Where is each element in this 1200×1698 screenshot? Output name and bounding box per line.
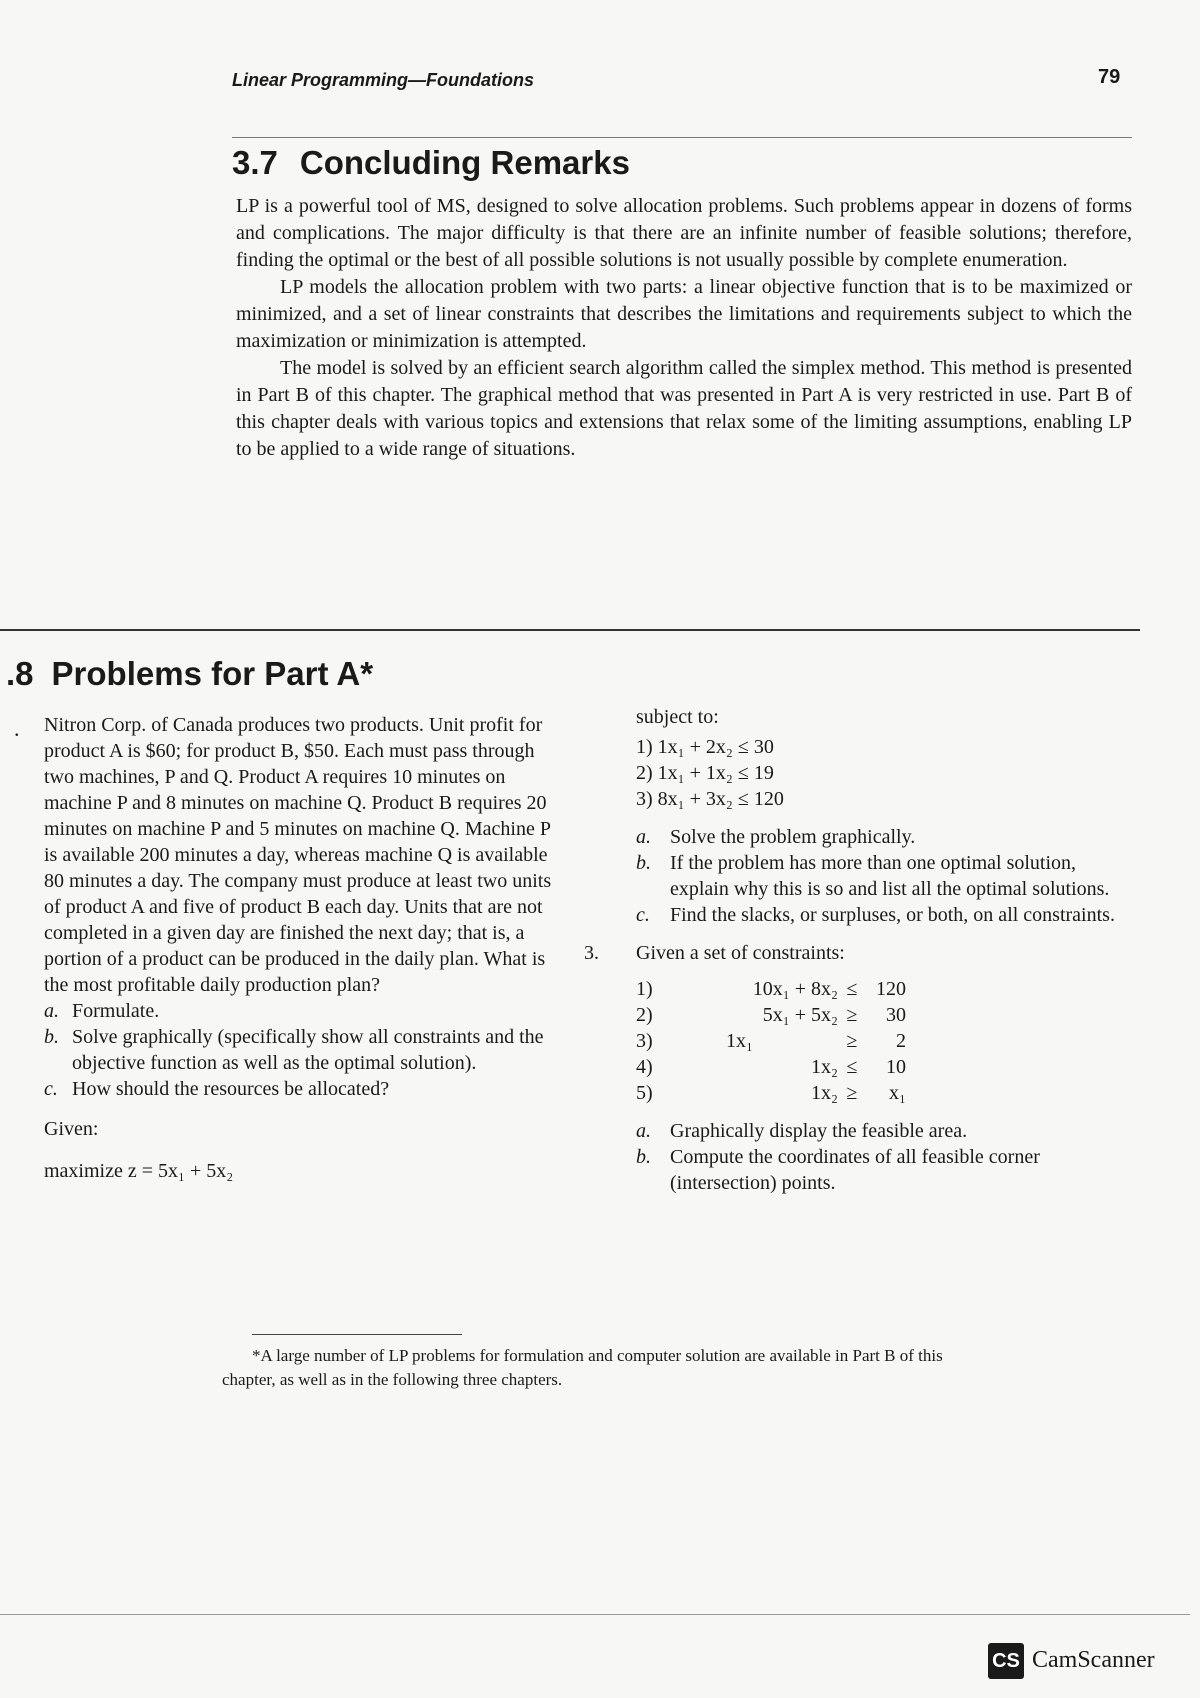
problem-2-objective: maximize z = 5x₁ + 5x₂ — [44, 1160, 234, 1182]
concluding-remarks-body — [236, 193, 1132, 463]
problem-3-number: 3. — [584, 942, 599, 964]
bottom-rule — [0, 1614, 1190, 1615]
constraint-row: 1) 10x₁ + 8x₂ ≤ 120 — [636, 978, 906, 1000]
section-number: 3.7 — [232, 144, 278, 181]
section-title: Problems for Part A* — [51, 655, 374, 692]
problem-1-part-c: c. How should the resources be allocated? — [44, 1078, 390, 1100]
section-number: .8 — [6, 655, 34, 692]
page-number: 79 — [1098, 66, 1121, 88]
problem-2-parts — [636, 824, 1136, 928]
problem-3-intro: 3. Given a set of constraints: — [584, 942, 845, 964]
section-divider — [0, 629, 1140, 631]
problem-2-given: Given: — [44, 1118, 99, 1140]
problem-1-part-b: b. Solve graphically (specifically show all constraints and the objective function as well as the optimal solution). — [44, 1026, 544, 1074]
problem-2-part-b: b. If the problem has more than one optimal solution, explain why this is so and list all the optimal solutions. — [636, 852, 1110, 900]
camscanner-logo: CS — [988, 1643, 1024, 1679]
section-3-8-heading — [6, 655, 373, 693]
problem-2-subject-to: subject to: — [636, 706, 719, 728]
footnote-line: chapter, as well as in the following three chapters. — [222, 1370, 563, 1389]
constraint-row: 4) 1x₂ ≤ 10 — [636, 1056, 906, 1078]
problem-3-constraints — [636, 976, 1136, 1106]
right-column — [584, 704, 1136, 1196]
problem-2-part-c: c. Find the slacks, or surpluses, or both, on all constraints. — [636, 904, 1115, 926]
problem-3-part-b: b. Compute the coordinates of all feasible corner (intersection) points. — [636, 1146, 1040, 1194]
footnote-rule — [252, 1334, 462, 1335]
problem-2-constraints — [636, 734, 1136, 812]
footnote-line: *A large number of LP problems for formulation and computer solution are available in Part B of this — [252, 1346, 943, 1365]
problem-1-part-a: a. Formulate. — [44, 1000, 160, 1022]
footnote — [222, 1344, 1142, 1392]
constraint-row: 5) 1x₂ ≥ x₁ — [636, 1082, 906, 1104]
problem-3-part-a: a. Graphically display the feasible area. — [636, 1120, 968, 1142]
camscanner-watermark: CamScanner — [1032, 1647, 1155, 1673]
constraint-row: 2) 5x₁ + 5x₂ ≥ 30 — [636, 1004, 906, 1026]
constraint: 1) 1x₁ + 2x₂ ≤ 30 — [636, 736, 774, 758]
problem-2-part-a: a. Solve the problem graphically. — [636, 826, 916, 848]
problem-1 — [44, 712, 564, 1184]
paragraph: The model is solved by an efficient search algorithm called the simplex method. This method is presented in Part B of this chapter. The graphical method that was presented in Part A is very restricted in use. Part B of this chapter deals with various topics and extensions that relax some of the limiting assumptions, enabling LP to be applied to a wide range of situations. — [236, 357, 1132, 460]
problem-1-text: Nitron Corp. of Canada produces two products. Unit profit for product A is $60; for product B, $50. Each must pass through two machines, P and Q. Product A requires 10 minutes on machine P and 8 minutes on machine Q. Product B requires 20 minutes on machine P and 5 minutes on machine Q. Machine P is available 200 minutes a day, whereas machine Q is available 80 minutes a day. The company must produce at least two units of product A and five of product B each day. Units that are not completed in a given day are finished the next day; that is, a portion of a product can be produced in the daily plan. What is the most profitable daily production plan? — [44, 714, 552, 996]
problem-3-parts — [636, 1118, 1136, 1196]
paragraph: LP models the allocation problem with two parts: a linear objective function that is to be maximized or minimized, and a set of linear constraints that describes the limitations and requirements subject to which the maximization or minimization is attempted. — [236, 276, 1132, 352]
paragraph: LP is a powerful tool of MS, designed to solve allocation problems. Such problems appear in dozens of forms and complications. The major difficulty is that there are an infinite number of feasible solutions; therefore, finding the optimal or the best of all possible solutions is not usually possible by complete enumeration. — [236, 195, 1132, 271]
header-rule — [232, 137, 1132, 138]
running-head: Linear Programming—Foundations — [232, 70, 535, 90]
constraint-row: 3) 1x₁ ≥ 2 — [636, 1030, 906, 1052]
problem-1-bullet: . — [14, 716, 20, 741]
constraint: 2) 1x₁ + 1x₂ ≤ 19 — [636, 762, 774, 784]
constraint: 3) 8x₁ + 3x₂ ≤ 120 — [636, 788, 784, 810]
section-3-7-heading — [232, 144, 630, 182]
section-title: Concluding Remarks — [299, 144, 630, 181]
